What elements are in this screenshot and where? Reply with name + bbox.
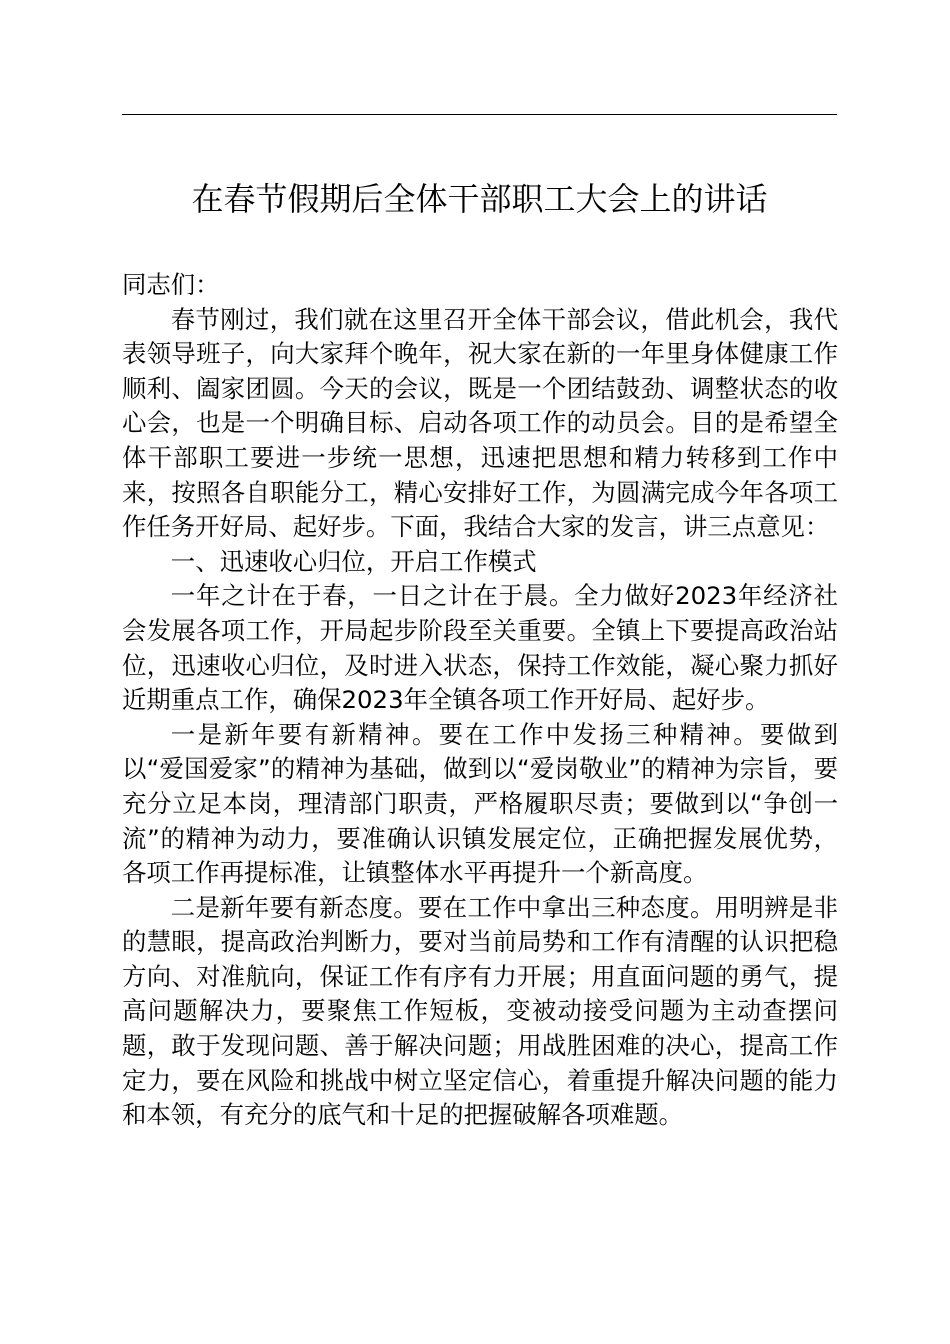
paragraph-intro: 春节刚过，我们就在这里召开全体干部会议，借此机会，我代表领导班子，向大家拜个晚年，祝大家在新的一年里身体健康工作顺利、阖家团圆。今天的会议，既是一个团结鼓劲、调整状态的收心会，也是一个明确目标、启动各项工作的动员会。目的是希望全体干部职工要进一步统一思想，迅速把思想和精力转移到工作中来，按照各自职能分工，精心安排好工作，为圆满完成今年各项工作任务开好局、起好步。下面，我结合大家的发言，讲三点意见： [122,304,838,542]
document-body [122,268,838,1133]
paragraph-section-1-intro: 一年之计在于春，一日之计在于晨。全力做好2023年经济社会发展各项工作，开局起步阶段至关重要。全镇上下要提高政治站位，迅速收心归位，及时进入状态，保持工作效能，凝心聚力抓好近期重点工作，确保2023年全镇各项工作开好局、起好步。 [122,581,838,715]
section-heading-1: 一、迅速收心归位，开启工作模式 [170,546,537,576]
paragraph-new-spirit: 一是新年要有新精神。要在工作中发扬三种精神。要做到以“爱国爱家”的精神为基础，做到以“爱岗敬业”的精神为宗旨，要充分立足本岗，理清部门职责，严格履职尽责；要做到以“争创一流”的精神为动力，要准确认识镇发展定位，正确把握发展优势，各项工作再提标准，让镇整体水平再提升一个新高度。 [122,719,838,888]
document-title: 在春节假期后全体干部职工大会上的讲话 [191,180,768,218]
paragraph-new-attitude: 二是新年要有新态度。要在工作中拿出三种态度。用明辨是非的慧眼，提高政治判断力，要对当前局势和工作有清醒的认识把稳方向、对准航向，保证工作有序有力开展；用直面问题的勇气，提高问题解决力，要聚焦工作短板，变被动接受问题为主动查摆问题，敢于发现问题、善于解决问题；用战胜困难的决心，提高工作定力，要在风险和挑战中树立坚定信心，着重提升解决问题的能力和本领，有充分的底气和十足的把握破解各项难题。 [122,892,838,1130]
header-rule [122,114,837,115]
salutation: 同志们： [122,270,220,299]
